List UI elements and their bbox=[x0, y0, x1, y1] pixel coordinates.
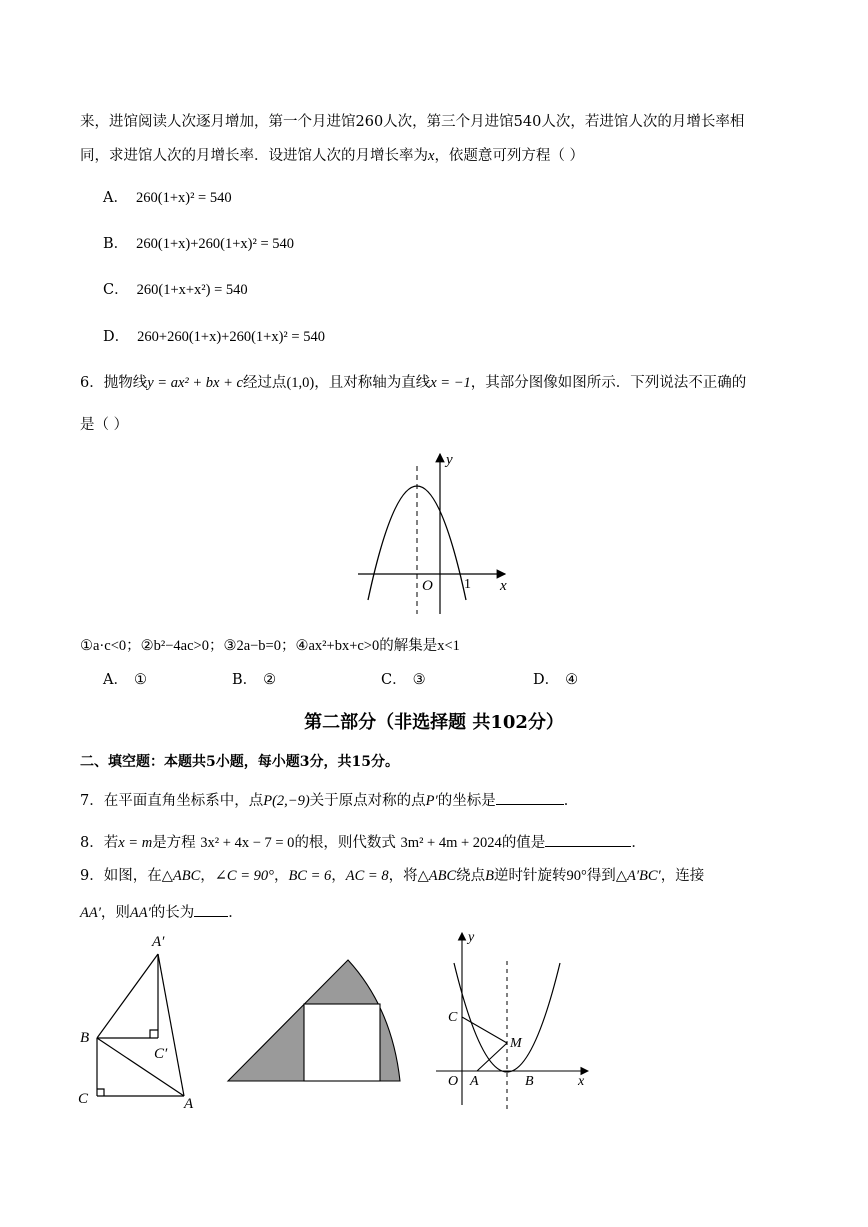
label-c-prime: C′ bbox=[154, 1046, 168, 1062]
q6-parabola-graph bbox=[350, 448, 520, 620]
a-label: A bbox=[470, 1074, 479, 1089]
q8-text: 8．若x = m是方程 3x² + 4x − 7 = 0的根，则代数式 3m² + 4m + 2024的值是 ． bbox=[80, 832, 646, 853]
q6-option-d[interactable]: D． ④ bbox=[533, 672, 579, 688]
x-label: x bbox=[578, 1074, 585, 1089]
q5-option-c[interactable]: C． 260(1+x+x²) = 540 bbox=[103, 282, 248, 298]
m-label: M bbox=[510, 1036, 522, 1051]
q5-line1: 来，进馆阅读人次逐月增加，第一个月进馆260人次，第三个月进馆540人次，若进馆人次的月增长率相 bbox=[80, 114, 745, 130]
q6-line2: 是（ ） bbox=[80, 417, 129, 433]
y-label: y bbox=[468, 930, 475, 945]
label-b: B bbox=[80, 1030, 90, 1046]
triangle-acm bbox=[462, 1017, 507, 1071]
q6-option-c[interactable]: C． ③ bbox=[381, 672, 426, 688]
point-one-label: 1 bbox=[464, 577, 471, 592]
label-a: A bbox=[184, 1096, 194, 1110]
q9-line2: AA′，则AA′的长为 ． bbox=[80, 902, 243, 923]
q6-option-a[interactable]: A． ① bbox=[103, 672, 147, 688]
q6-statements: ①a·c<0；②b²−4ac>0；③2a−b=0；④ax²+bx+c>0的解集是x<1 bbox=[80, 638, 460, 654]
c-label: C bbox=[448, 1010, 458, 1025]
o-label: O bbox=[448, 1074, 459, 1089]
q7-answer-blank[interactable] bbox=[496, 790, 564, 805]
inscribed-square bbox=[304, 1004, 380, 1081]
q9-answer-blank[interactable] bbox=[194, 902, 228, 917]
x-axis-label: x bbox=[500, 578, 507, 594]
q9-line1: 9．如图，在△ABC，∠C = 90°，BC = 6，AC = 8，将△ABC绕点B逆时针旋转90°得到△A′BC′，连接 bbox=[80, 868, 705, 884]
q5-option-b[interactable]: B． 260(1+x)+260(1+x)² = 540 bbox=[103, 236, 295, 252]
b-label: B bbox=[525, 1074, 534, 1089]
q6-option-b[interactable]: B． ② bbox=[232, 672, 277, 688]
q5-option-d[interactable]: D． 260+260(1+x)+260(1+x)² = 540 bbox=[103, 329, 325, 345]
q5-option-a[interactable]: A． 260(1+x)² = 540 bbox=[103, 190, 232, 206]
q6-line1: 6．抛物线y = ax² + bx + c经过点(1,0)，且对称轴为直线x = −1，其部分图像如图所示．下列说法不正确的 bbox=[80, 375, 747, 391]
label-a-prime: A′ bbox=[152, 934, 165, 950]
y-axis-label: y bbox=[446, 452, 453, 468]
q9-triangle-figure bbox=[72, 930, 207, 1110]
parabola-cm-figure bbox=[432, 925, 602, 1115]
origin-label: O bbox=[422, 578, 433, 594]
label-c: C bbox=[78, 1091, 89, 1107]
section-fill-in-title: 二、填空题：本题共5小题，每小题3分，共15分。 bbox=[80, 754, 399, 770]
q7-text: 7．在平面直角坐标系中，点P(2,−9)关于原点对称的点P′的坐标是 ． bbox=[80, 790, 578, 811]
q5-line2: 同，求进馆人次的月增长率．设进馆人次的月增长率为x，依题意可列方程（ ） bbox=[80, 148, 585, 164]
sector-square-figure bbox=[222, 952, 407, 1087]
part2-heading: 第二部分（非选择题 共102分） bbox=[304, 712, 564, 733]
q8-answer-blank[interactable] bbox=[545, 832, 631, 847]
